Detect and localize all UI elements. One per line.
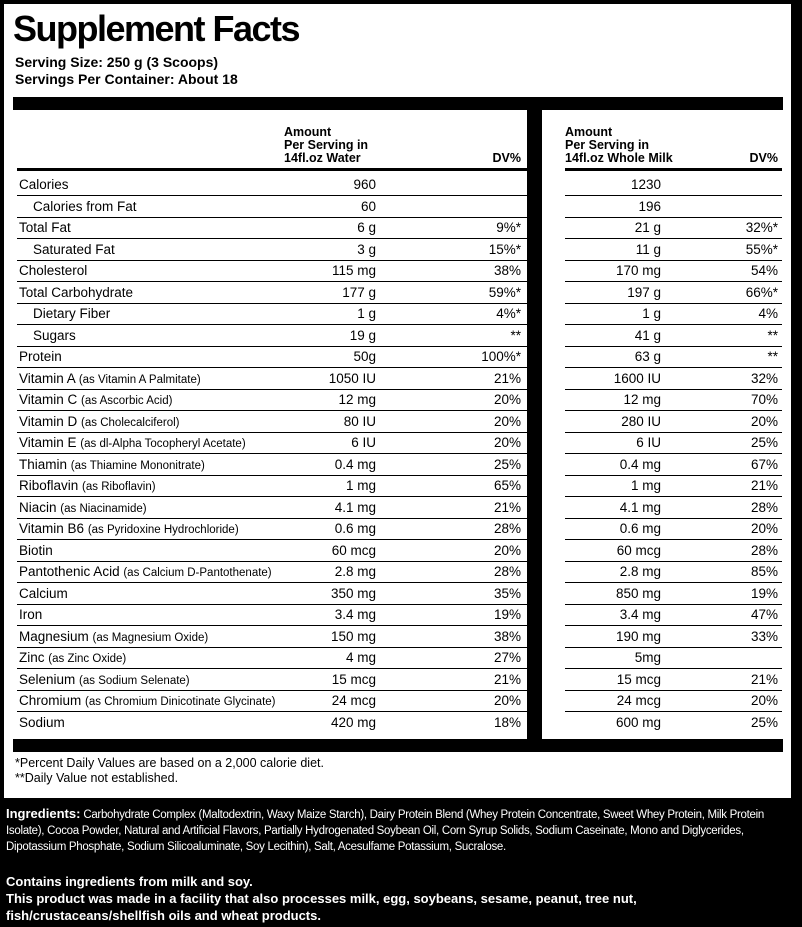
milk-amount: 1 mg: [630, 478, 661, 493]
footnote-not-established: **Daily Value not established.: [15, 771, 179, 785]
nutrient-name: [19, 260, 87, 282]
nutrient-row: [565, 561, 782, 583]
nutrient-name-text: Niacin: [19, 499, 57, 515]
milk-amount: 1600 IU: [613, 370, 661, 386]
water-dv: 18%: [493, 714, 521, 730]
water-amount: 0.4 mg: [334, 456, 376, 472]
nutrient-row: [565, 346, 782, 368]
nutrient-name-text: Saturated Fat: [33, 241, 115, 257]
water-amount: 1 g: [357, 306, 376, 321]
water-dv: 100%*: [481, 349, 521, 364]
milk-dv: 25%: [750, 435, 778, 450]
milk-amount-header-line: Amount: [565, 125, 613, 139]
nutrient-row: [17, 669, 527, 691]
milk-amount-header-line: Per Serving in: [565, 138, 650, 152]
water-dv: 9%*: [496, 220, 521, 235]
milk-dv: 25%: [750, 714, 778, 730]
water-dv: 20%: [493, 413, 521, 429]
nutrient-name: [19, 540, 53, 562]
milk-amount: 2.8 mg: [619, 564, 661, 579]
water-amount: 50g: [353, 349, 376, 364]
nutrient-name: [19, 411, 179, 435]
nutrient-name: [33, 196, 137, 218]
nutrient-row: [17, 239, 527, 261]
nutrient-source-note: (as Sodium Selenate): [79, 674, 190, 687]
milk-dv: 20%: [750, 693, 778, 708]
milk-amount: 11 g: [635, 241, 661, 257]
water-dv: 27%: [493, 650, 521, 665]
nutrient-row: [17, 561, 527, 583]
nutrient-name: [33, 239, 115, 261]
nutrient-row: [565, 497, 782, 519]
nutrient-source-note: (as Thiamine Mononitrate): [70, 459, 205, 472]
water-amount: 60: [360, 198, 376, 214]
water-dv: 20%: [493, 542, 521, 558]
milk-amount: 1230: [630, 177, 661, 192]
nutrient-row: [565, 368, 782, 390]
milk-dv: 21%: [750, 478, 778, 493]
milk-dv: 20%: [750, 413, 778, 429]
nutrient-row: [17, 626, 527, 648]
nutrient-row: [565, 282, 782, 304]
milk-amount: 63 g: [634, 349, 661, 364]
nutrient-source-note: (as Cholecalciferol): [81, 416, 180, 429]
nutrient-name-text: Vitamin C: [19, 392, 78, 407]
milk-amount: 4.1 mg: [619, 499, 661, 515]
nutrient-name-text: Riboflavin: [19, 478, 79, 493]
water-amount: 6 IU: [351, 435, 376, 450]
milk-dv: 47%: [750, 607, 778, 622]
nutrient-name-text: Iron: [19, 607, 43, 622]
allergen-facility: This product was made in a facility that also processes milk, egg, soybeans, sesame, peanut, tree nut, fish/crustaceans/shellfish oils and wheat products.: [6, 891, 637, 923]
nutrient-row: [17, 260, 527, 282]
milk-dv: 70%: [750, 392, 778, 407]
water-header-rule: [17, 168, 527, 171]
milk-amount: 3.4 mg: [619, 607, 661, 622]
nutrient-source-note: (as Chromium Dinicotinate Glycinate): [85, 696, 276, 708]
nutrient-name-text: Total Fat: [19, 220, 71, 235]
milk-dv: 66%*: [745, 284, 778, 300]
nutrient-row: [565, 540, 782, 562]
milk-dv: 55%*: [745, 241, 778, 257]
milk-dv: 28%: [750, 499, 778, 515]
water-amount: 1 mg: [345, 478, 376, 493]
water-amount: 4.1 mg: [334, 499, 376, 515]
milk-dv: 20%: [750, 521, 778, 536]
nutrient-name: [19, 690, 275, 714]
nutrient-source-note: (as Vitamin A Palmitate): [78, 373, 201, 386]
nutrient-name: [19, 712, 65, 734]
nutrient-row: [565, 454, 782, 476]
nutrient-name-text: Protein: [19, 349, 62, 364]
servings-per-container: Servings Per Container: About 18: [15, 71, 238, 87]
nutrient-row: [565, 475, 782, 497]
milk-dv: **: [767, 327, 778, 343]
water-amount: 115 mg: [331, 263, 376, 278]
nutrient-row: [17, 454, 527, 476]
milk-amount: 12 mg: [623, 392, 661, 407]
serving-size: Serving Size: 250 g (3 Scoops): [15, 54, 219, 70]
nutrient-row: [565, 260, 782, 282]
nutrient-name: [19, 217, 71, 239]
water-amount-header-line: Per Serving in: [284, 138, 369, 152]
nutrient-row: [565, 217, 782, 239]
water-amount: 60 mcg: [331, 542, 376, 558]
milk-dv: 32%*: [745, 220, 778, 235]
water-dv: 35%: [493, 585, 521, 601]
nutrient-row: [17, 346, 527, 368]
milk-dv: **: [767, 349, 778, 364]
milk-amount: 60 mcg: [616, 542, 661, 558]
milk-amount: 280 IU: [621, 413, 661, 429]
footnote-dv: *Percent Daily Values are based on a 2,000 calorie diet.: [15, 756, 324, 770]
nutrient-name-text: Dietary Fiber: [33, 306, 111, 321]
milk-dv-header: DV%: [749, 151, 778, 165]
nutrient-row: [565, 583, 782, 605]
nutrient-row: [565, 518, 782, 540]
nutrient-name-text: Sugars: [33, 327, 76, 343]
water-amount: 150 mg: [330, 628, 376, 644]
top-thick-bar: [13, 97, 783, 110]
water-dv: 20%: [493, 392, 521, 407]
ingredients-text: Carbohydrate Complex (Maltodextrin, Waxy Maize Starch), Dairy Protein Blend (Whey Protein Concentrate, Sweet Whey Protein, Milk Protein Isolate), Cocoa Powder, Natural and Artificial Flavors, Partially Hydrogenated Soybean Oil, Corn Syrup Solids, Sodium Caseinate, Mono and Diglycerides, Dipotassium Phosphate, Sodium Silicoaluminate, Soy Lecithin), Salt, Acesulfame Potassium, Sucralose.: [6, 809, 764, 853]
milk-amount: 5mg: [634, 650, 661, 665]
water-amount: 3 g: [357, 241, 376, 257]
water-amount-header-line: 14fl.oz Water: [284, 151, 361, 165]
water-dv: 28%: [493, 564, 521, 579]
nutrient-row: [17, 604, 527, 626]
nutrient-row: [565, 303, 782, 325]
milk-amount: 41 g: [634, 327, 661, 343]
nutrient-name: [33, 325, 76, 347]
nutrient-name-text: Calcium: [19, 585, 68, 601]
water-amount: 12 mg: [338, 392, 376, 407]
allergen-contains: Contains ingredients from milk and soy.: [6, 874, 253, 889]
water-amount: 960: [353, 177, 376, 192]
milk-amount: 15 mcg: [616, 671, 661, 687]
water-dv: **: [510, 327, 521, 343]
water-amount: 177 g: [342, 284, 376, 300]
water-amount: 24 mcg: [331, 693, 376, 708]
nutrient-row: [17, 389, 527, 411]
bottom-thick-bar: [13, 739, 783, 752]
nutrient-name: [19, 389, 172, 413]
ingredients: [6, 806, 796, 855]
nutrient-row: [565, 196, 782, 218]
nutrient-source-note: (as Magnesium Oxide): [92, 631, 209, 644]
water-amount: 80 IU: [343, 413, 376, 429]
milk-dv: 4%: [758, 306, 778, 321]
label-title: Supplement Facts: [13, 8, 300, 49]
nutrient-row: [17, 325, 527, 347]
nutrient-row: [565, 626, 782, 648]
nutrient-row: [17, 432, 527, 454]
nutrient-name: [19, 604, 42, 626]
milk-amount: 600 mg: [615, 714, 661, 730]
water-dv: 38%: [493, 263, 521, 278]
water-dv: 25%: [493, 456, 521, 472]
nutrient-source-note: (as dl-Alpha Tocopheryl Acetate): [80, 438, 246, 450]
nutrient-name-text: Thiamin: [19, 456, 68, 472]
milk-amount: 170 mg: [615, 263, 661, 278]
nutrient-name-text: Total Carbohydrate: [19, 284, 134, 300]
nutrient-name: [19, 626, 208, 650]
nutrient-row: [17, 368, 527, 390]
nutrient-row: [565, 389, 782, 411]
milk-dv: 28%: [750, 542, 778, 558]
nutrient-name: [19, 518, 239, 542]
milk-amount-header-line: 14fl.oz Whole Milk: [565, 151, 673, 165]
nutrient-name: [19, 454, 205, 478]
milk-dv: 32%: [750, 370, 778, 386]
milk-amount: 850 mg: [615, 585, 661, 601]
water-dv-header: DV%: [492, 151, 521, 165]
water-dv: 20%: [493, 435, 521, 450]
milk-amount: 6 IU: [636, 435, 661, 450]
nutrient-name-text: Calories: [19, 177, 69, 192]
nutrient-row: [17, 540, 527, 562]
water-dv: 38%: [493, 628, 521, 644]
water-dv: 65%: [493, 478, 521, 493]
nutrient-row: [565, 690, 782, 712]
nutrient-row: [565, 604, 782, 626]
milk-amount: 24 mcg: [616, 693, 661, 708]
water-amount: 4 mg: [345, 650, 376, 665]
nutrient-row: [17, 411, 527, 433]
milk-dv: 21%: [750, 671, 778, 687]
water-amount: 6 g: [357, 220, 376, 235]
nutrient-name: [19, 432, 246, 456]
nutrient-row: [565, 411, 782, 433]
nutrient-row: [17, 647, 527, 669]
nutrient-name-text: Selenium: [19, 671, 76, 687]
water-dv: 59%*: [488, 284, 521, 300]
nutrient-name: [19, 647, 126, 671]
nutrient-row: [17, 282, 527, 304]
water-dv: 19%: [493, 607, 521, 622]
nutrient-row: [565, 325, 782, 347]
milk-amount: 190 mg: [615, 628, 661, 644]
water-dv: 21%: [493, 499, 521, 515]
nutrient-row: [17, 196, 527, 218]
nutrient-name: [19, 583, 68, 605]
nutrient-name-text: Vitamin B6: [19, 521, 85, 536]
nutrient-name: [19, 497, 147, 521]
nutrient-source-note: (as Ascorbic Acid): [81, 395, 173, 407]
nutrient-row: [565, 647, 782, 669]
nutrient-row: [565, 669, 782, 691]
water-amount: 0.6 mg: [334, 521, 376, 536]
water-dv: 21%: [493, 370, 521, 386]
milk-amount: 196: [638, 198, 661, 214]
nutrient-row: [17, 475, 527, 497]
nutrient-name: [19, 282, 133, 304]
nutrient-name: [19, 174, 69, 196]
water-amount: 3.4 mg: [334, 607, 376, 622]
milk-dv: 54%: [750, 263, 778, 278]
nutrient-name: [33, 303, 110, 325]
nutrient-source-note: (as Pyridoxine Hydrochloride): [87, 524, 239, 536]
water-amount-header: [284, 126, 368, 165]
nutrient-name-text: Vitamin A: [19, 370, 76, 386]
nutrient-row: [17, 690, 527, 712]
water-amount: 1050 IU: [328, 370, 376, 386]
nutrient-name-text: Vitamin D: [19, 413, 78, 429]
milk-amount: 1 g: [642, 306, 661, 321]
nutrient-row: [565, 239, 782, 261]
water-amount: 350 mg: [330, 585, 376, 601]
nutrient-row: [17, 174, 527, 196]
nutrient-name: [19, 368, 201, 392]
milk-dv: 19%: [750, 585, 778, 601]
nutrient-name: [19, 346, 62, 368]
nutrient-name-text: Zinc: [19, 650, 45, 665]
nutrient-name-text: Pantothenic Acid: [19, 564, 120, 579]
nutrient-name: [19, 475, 156, 499]
nutrient-row: [565, 174, 782, 196]
milk-amount: 197 g: [627, 284, 661, 300]
nutrient-source-note: (as Niacinamide): [60, 502, 147, 515]
nutrient-name-text: Vitamin E: [19, 435, 77, 450]
water-dv: 28%: [493, 521, 521, 536]
milk-dv: 85%: [750, 564, 778, 579]
nutrient-row: [565, 432, 782, 454]
milk-amount-header: [565, 126, 673, 165]
milk-header-rule: [565, 168, 782, 171]
nutrient-row: [17, 583, 527, 605]
nutrient-row: [17, 217, 527, 239]
nutrient-source-note: (as Riboflavin): [82, 481, 156, 493]
nutrient-name-text: Magnesium: [19, 628, 89, 644]
nutrient-name: [19, 561, 272, 585]
water-amount: 2.8 mg: [334, 564, 376, 579]
nutrient-row: [17, 303, 527, 325]
nutrient-name-text: Calories from Fat: [33, 198, 137, 214]
nutrient-name-text: Biotin: [19, 542, 53, 558]
nutrient-name: [19, 669, 190, 693]
milk-dv: 33%: [750, 628, 778, 644]
nutrient-name-text: Chromium: [19, 693, 82, 708]
water-dv: 15%*: [488, 241, 521, 257]
nutrient-source-note: (as Zinc Oxide): [48, 653, 127, 665]
water-amount: 15 mcg: [331, 671, 376, 687]
nutrient-name-text: Sodium: [19, 714, 65, 730]
nutrient-source-note: (as Calcium D-Pantothenate): [123, 567, 272, 579]
water-dv: 4%*: [496, 306, 521, 321]
nutrient-row: [17, 497, 527, 519]
allergen-statement: [6, 873, 796, 924]
column-divider: [527, 106, 542, 746]
water-dv: 21%: [493, 671, 521, 687]
water-dv: 20%: [493, 693, 521, 708]
ingredients-label: Ingredients:: [6, 806, 81, 821]
nutrient-row: [17, 518, 527, 540]
milk-dv: 67%: [750, 456, 778, 472]
milk-amount: 0.4 mg: [619, 456, 661, 472]
milk-amount: 0.6 mg: [619, 521, 661, 536]
water-amount: 420 mg: [330, 714, 376, 730]
nutrient-row: [565, 712, 782, 734]
nutrient-name-text: Cholesterol: [19, 263, 88, 278]
water-amount-header-line: Amount: [284, 125, 332, 139]
water-amount: 19 g: [349, 327, 376, 343]
milk-amount: 21 g: [634, 220, 661, 235]
nutrient-row: [17, 712, 527, 734]
